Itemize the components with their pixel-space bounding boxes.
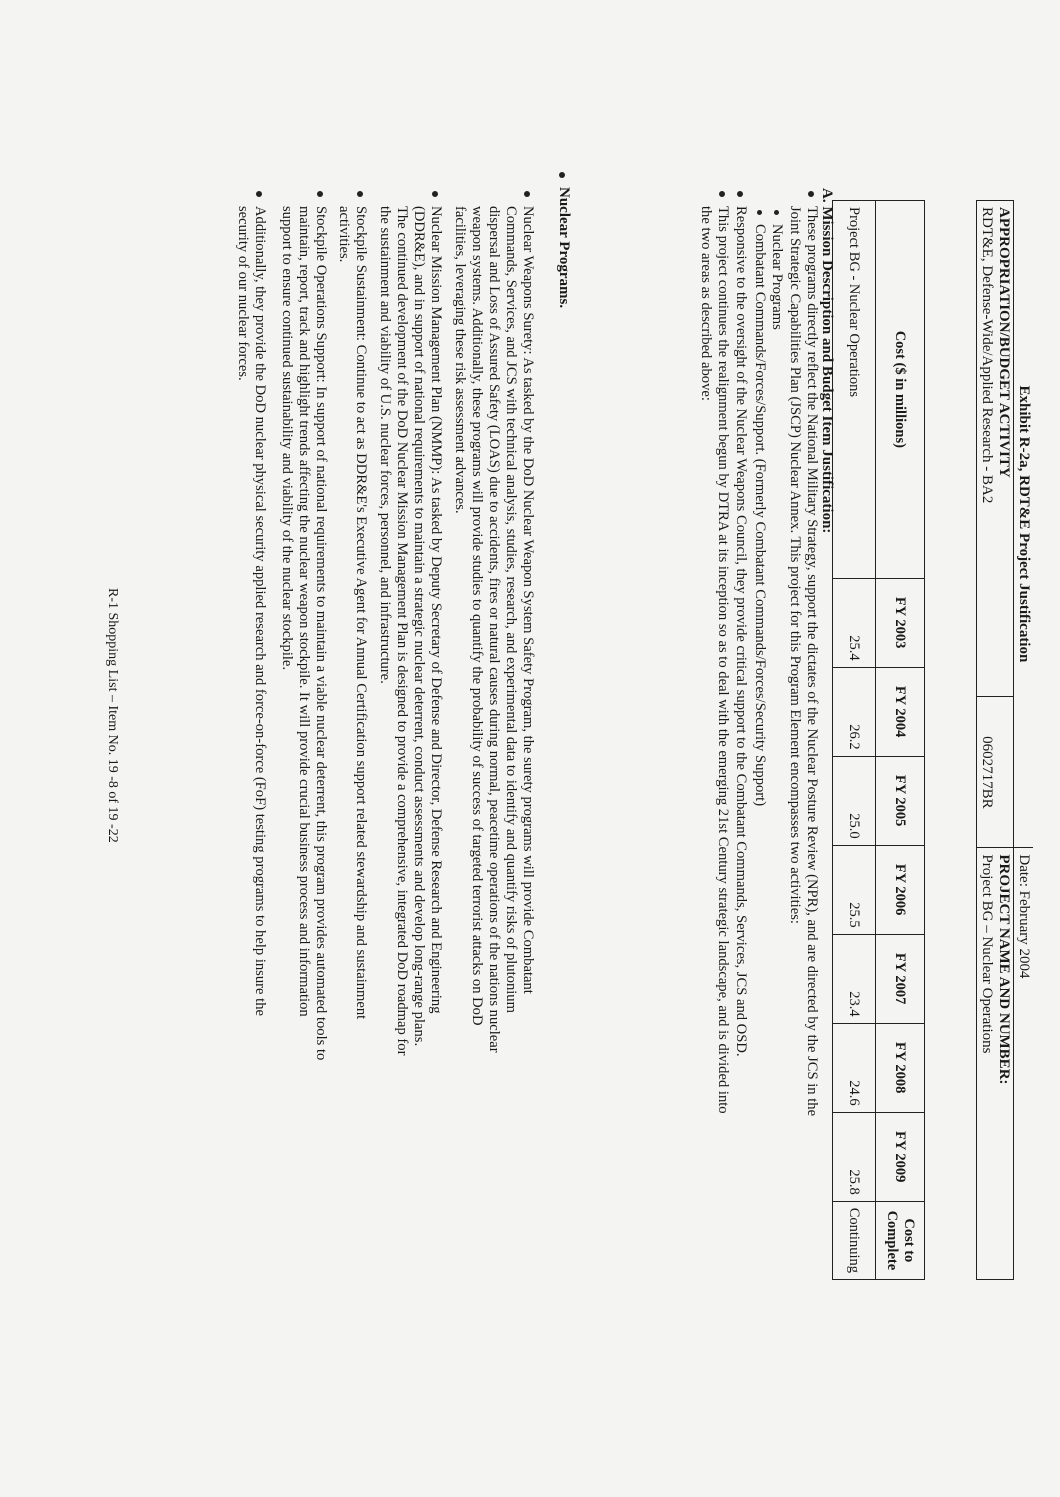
- intro-line: Joint Strategic Capabilities Plan (JSCP) Nuclear Annex. This project for this Program Element encompasses two activities:: [787, 206, 803, 924]
- sustainment-paragraph: [335, 206, 369, 1286]
- cost-cell: 25.8: [833, 1112, 876, 1201]
- bullet-icon: [559, 172, 565, 178]
- realign-line: the two areas as described above:: [698, 206, 714, 401]
- bullet-icon: [357, 191, 363, 197]
- responsive-text: Responsive to the oversight of the Nuclear Weapons Council, they provide critical support to the Combatant Commands, Services, JCS and OSD.: [733, 206, 749, 1057]
- cost-cell: 25.0: [833, 756, 876, 845]
- paragraph-line: dispersal and Loss of Assured Safety (LOAS) due to accidents, fires or natural causes during normal, peacetime operations of the nations nuclear: [486, 206, 502, 1053]
- paragraph-line: The continued development of the DoD Nuclear Mission Management Plan is designed to provide a comprehensive, integrated DoD roadmap for: [394, 206, 410, 1056]
- paragraph-line: Commands, Services, and JCS with technical analysis, studies, research, and experimental data to identify and quantify risks of plutonium: [503, 206, 519, 1013]
- paragraph-line: Additionally, they provide the DoD nuclear physical security applied research and force-on-force (FoF) testing programs to help insure the: [252, 206, 268, 1016]
- realign-line: This project continues the realignment begun by DTRA at its inception so as to deal with the emerging 21st Century strategic landscape, and is divided into: [715, 206, 731, 1114]
- paragraph-line: support to ensure continued sustainability and viability of the nuclear stockpile.: [279, 206, 295, 671]
- table-row: [833, 201, 876, 1280]
- nuclear-programs-heading: Nuclear Programs.: [556, 187, 572, 309]
- cost-cell: 23.4: [833, 934, 876, 1023]
- paragraph-line: (DDR&E), and in support of national requirements to maintain a strategic nuclear deterrent, conduct assessments and develop long-range plans.: [411, 206, 427, 1047]
- cost-header-fy2003: FY 2003: [876, 578, 925, 667]
- paragraph-line: security of our nuclear forces.: [235, 206, 251, 381]
- bullet-icon: [774, 210, 779, 215]
- appropriation-value: RDT&E, Defense-Wide/Applied Research - BA2: [979, 207, 995, 504]
- cost-header-complete: Cost to Complete: [876, 1201, 925, 1279]
- pe-number: 0602717BR: [977, 697, 1014, 848]
- header-table: [976, 200, 1033, 1280]
- bullet-icon: [524, 191, 530, 197]
- paragraph-line: activities.: [336, 206, 352, 263]
- cost-header-fy2004: FY 2004: [876, 667, 925, 756]
- cost-header-fy2005: FY 2005: [876, 756, 925, 845]
- operations-paragraph: [278, 206, 329, 1286]
- paragraph-line: Stockpile Operations Support: In support of national requirements to maintain a viable nuclear deterrent, this program provides automated tools to: [313, 206, 329, 1061]
- intro-line: These programs directly reflect the National Military Strategy, support the dictates of the Nuclear Posture Review (NPR), and are directed by the JCS in the: [804, 206, 820, 1117]
- cost-cell: 25.5: [833, 845, 876, 934]
- nmmp-paragraph: [376, 206, 444, 1286]
- sub-item: Combatant Commands/Forces/Support. (Formerly Combatant Commands/Forces/Security Support): [752, 224, 768, 807]
- appropriation-label: APPROPRIATION/BUDGET ACTIVITY: [996, 207, 1012, 478]
- cost-header-label: Cost ($ in millions): [876, 201, 925, 579]
- bullet-icon: [317, 191, 323, 197]
- section-a-heading: A. Mission Description and Budget Item Justification:: [819, 188, 835, 534]
- paragraph-line: Nuclear Weapons Surety: As tasked by the DoD Nuclear Weapon System Safety Program, the surety programs will provide Combatant: [520, 206, 536, 994]
- sub-item: Nuclear Programs: [769, 224, 785, 330]
- bullet-icon: [757, 210, 762, 215]
- bullet-icon: [432, 191, 438, 197]
- cost-header-fy2007: FY 2007: [876, 934, 925, 1023]
- paragraph-line: weapon systems. Additionally, these programs will provide studies to quantify the probability of success of targeted terrorist attacks on DoD: [469, 206, 485, 1026]
- cost-header-fy2009: FY 2009: [876, 1112, 925, 1201]
- cost-row-label: Project BG - Nuclear Operations: [833, 201, 876, 579]
- cost-cell: 25.4: [833, 578, 876, 667]
- cost-cell: 24.6: [833, 1023, 876, 1112]
- cost-header-fy2006: FY 2006: [876, 845, 925, 934]
- exhibit-title: Exhibit R-2a, RDT&E Project Justification: [1014, 201, 1034, 848]
- date-cell: Date: February 2004: [1014, 848, 1034, 1280]
- cost-cell: Continuing: [833, 1201, 876, 1279]
- cost-header-fy2008: FY 2008: [876, 1023, 925, 1112]
- project-label: PROJECT NAME AND NUMBER:: [996, 854, 1012, 1085]
- paragraph-line: Nuclear Mission Management Plan (NMMP): As tasked by Deputy Secretary of Defense and Director, Defense Research and Engineering: [428, 206, 444, 1014]
- security-paragraph: [234, 206, 268, 1286]
- footer: R-1 Shopping List – Item No. 19 -8 of 19 -22: [105, 588, 120, 843]
- paragraph-line: maintain, report, track and highlight trends affecting the nuclear weapon stockpile. It will provide crucial business process and information: [296, 206, 312, 1017]
- cost-cell: 26.2: [833, 667, 876, 756]
- bullet-icon: [256, 191, 262, 197]
- project-value: Project BG – Nuclear Operations: [979, 854, 995, 1054]
- paragraph-line: facilities, leveraging these risk assessment advances.: [452, 206, 468, 514]
- bullet-icon: [737, 191, 743, 197]
- paragraph-line: the sustainment and viability of U.S. nuclear forces, personnel, and infrastructure.: [377, 206, 393, 684]
- surety-paragraph: [451, 206, 536, 1286]
- paragraph-line: Stockpile Sustainment: Continue to act as DDR&E's Executive Agent for Annual Certification support related stewardship and sustainment: [353, 206, 369, 1020]
- cost-table: [832, 200, 925, 1280]
- bullet-icon: [719, 191, 725, 197]
- bullet-icon: [808, 191, 814, 197]
